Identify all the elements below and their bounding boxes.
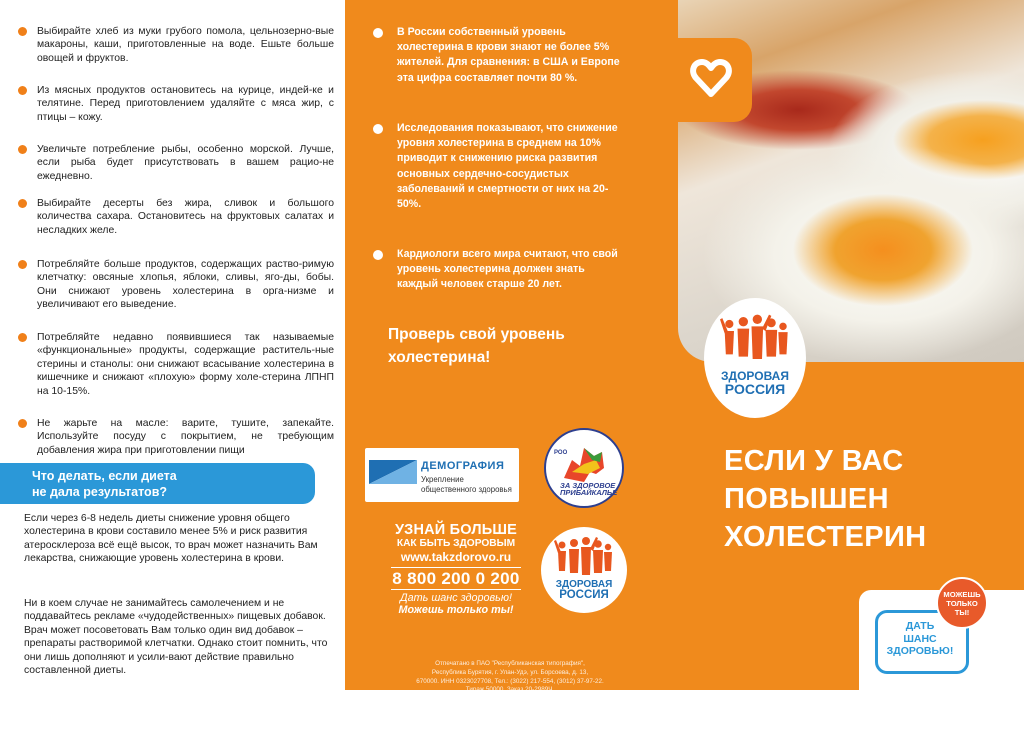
tip-item: Из мясных продуктов остановитесь на курице, индей-ке и телятине. Перед приготовлением удаляйте с мяса жир, с птицы – кожу. — [18, 84, 334, 124]
warning-paragraph: Ни в коем случае не занимайтесь самолечением и не поддавайтесь рекламе «чудодейственных» пищевых добавок. Врач может посоветовать Вам только один вид добавок – препараты растворимой клетчатки. Однако стоит помнить, что они лишь дополняют и усили-вают действие правильно составленной диеты. — [24, 598, 328, 677]
heart-tab — [678, 38, 752, 122]
advice-paragraph: Если через 6-8 недель диеты снижение уровня общего холестерина в крови составило менее 5% и риск развития атеросклероза всё ещё высок, то врач может назначить Вам лекарства, снижающие уровень холестерина в крови. — [24, 513, 318, 565]
cover-headline: ЕСЛИ У ВАС ПОВЫШЕН ХОЛЕСТЕРИН — [724, 445, 927, 553]
tip-item: Потребляйте недавно появившиеся так называемые «функциональные» продукты, содержащие раститель-ные стерины и станолы: они снижают всасывание холестерина в кишечнике и снижают «плохую» форму холе-стерина ЛПНП на 10-15%. — [18, 331, 334, 398]
bullet-icon — [18, 86, 27, 95]
cover-panel — [678, 0, 1024, 690]
tip-item: Потребляйте больше продуктов, содержащих раство-римую клетчатку: овсяные хлопья, яблоки, сливы, яго-ды, бобы. Они снижают уровень холестерина в орга-низме и увеличивают его выведение. — [18, 258, 334, 312]
za-zdorovoe-pribaikalye-seal: РОО ЗА ЗДОРОВОЕ ПРИБАЙКАЛЬЕ — [544, 428, 624, 508]
section-heading: Что делать, если диета не дала результатов? — [0, 463, 315, 504]
tip-item: Выбирайте хлеб из муки грубого помола, цельнозерно-вые макароны, каши, приготовленные на воде. Ешьте больше овощей и фруктов. — [18, 25, 334, 65]
tip-item: Не жарьте на масле: варите, тушите, запекайте. Используйте посуду с покрытием, не требующим добавления жира при приготовлении пищи — [18, 417, 334, 457]
zdorovaya-rossiya-logo: ЗДОРОВАЯ РОССИЯ — [704, 298, 806, 418]
demography-mark-icon — [367, 456, 419, 486]
people-group-icon — [720, 312, 790, 364]
promo-badge: МОЖЕШЬ ТОЛЬКО ТЫ! — [936, 577, 988, 629]
middle-panel — [345, 0, 678, 690]
bullet-icon — [18, 199, 27, 208]
tip-item: Увеличьте потребление рыбы, особенно морской. Лучше, если рыба будет присутствовать в вашем рацио-не ежедневно. — [18, 143, 334, 183]
bullet-icon — [373, 28, 383, 38]
fact-item: Исследования показывают, что снижение уровня холестерина в среднем на 10% приводит к снижению риска развития основных сердечно-сосудистых заболеваний и смертности от них на 20-50%. — [373, 121, 623, 212]
tip-item: Выбирайте десерты без жира, сливок и большого количества сахара. Остановитесь на фруктовых салатах и несладких желе. — [18, 197, 334, 237]
heart-icon — [690, 58, 732, 98]
bullet-icon — [18, 260, 27, 269]
promo-slogan: ДАТЬ ШАНС ЗДОРОВЬЮ! — [886, 620, 954, 657]
check-cholesterol-callout: Проверь свой уровень холестерина! — [388, 326, 565, 366]
bullet-icon — [18, 27, 27, 36]
page-bottom-margin — [0, 690, 1024, 729]
website-link[interactable]: www.takzdorovo.ru — [400, 550, 512, 564]
bullet-icon — [18, 333, 27, 342]
fact-item: Кардиологи всего мира считают, что свой уровень холестерина должен знать каждый человек старше 20 лет. — [373, 247, 623, 293]
bullet-icon — [18, 145, 27, 154]
zdorovaya-rossiya-logo: ЗДОРОВАЯ РОССИЯ — [541, 527, 627, 613]
bullet-icon — [373, 124, 383, 134]
hotline-number: 8 800 200 0 200 — [392, 569, 520, 588]
bullet-icon — [18, 419, 27, 428]
demography-logo: ДЕМОГРАФИЯ Укрепление общественного здоровья — [365, 448, 519, 502]
left-panel — [0, 0, 345, 690]
printer-imprint: Отпечатано в ПАО "Республиканская типография", Республика Бурятия, г. Улан-Удэ, ул. Борсоева, д. 13, 670000. ИНН 0323027708, Тел.: (3022) 217-554, (3012) 37-97-22. — [416, 660, 604, 685]
fact-item: В России собственный уровень холестерина в крови знают не более 5% жителей. Для сравнения: в США и Европе эта цифра составляет почти 80 %. — [373, 25, 623, 86]
people-group-icon — [554, 535, 614, 579]
bullet-icon — [373, 250, 383, 260]
learn-more-block: УЗНАЙ БОЛЬШЕ КАК БЫТЬ ЗДОРОВЫМ www.takzdorovo.ru 8 800 200 0 200 Дать шанс здоровью! Можешь только ты! — [392, 522, 520, 616]
